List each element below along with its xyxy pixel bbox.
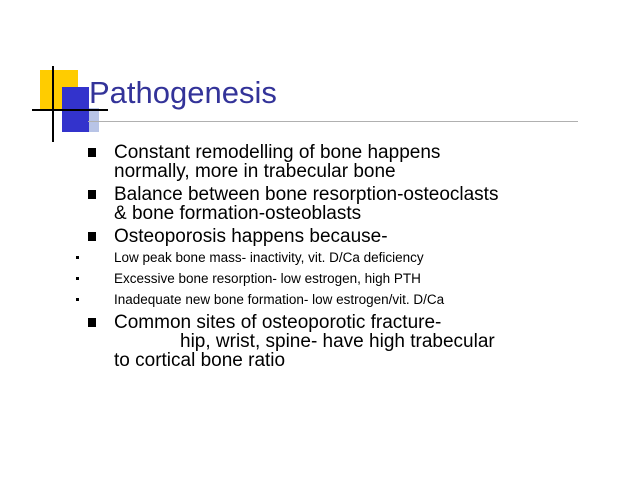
slide-title: Pathogenesis [89, 75, 277, 110]
square-bullet-icon [88, 190, 96, 199]
bullet-line: Common sites of osteoporotic fracture- [114, 312, 442, 333]
sub-bullet-inadequate-formation [86, 292, 626, 308]
bullet-list [86, 143, 626, 374]
square-bullet-icon [88, 318, 96, 327]
sub-bullet-line: Inadequate new bone formation- low estrogen/vit. D/Ca [114, 292, 445, 307]
decor-vertical-line [52, 66, 54, 142]
bullet-line: Osteoporosis happens because- [114, 226, 388, 247]
sub-bullet-excessive-resorption [86, 271, 626, 287]
square-bullet-icon [88, 148, 96, 157]
small-square-bullet-icon [76, 298, 79, 301]
square-bullet-icon [88, 232, 96, 241]
bullet-balance [86, 185, 626, 223]
bullet-line: to cortical bone ratio [114, 350, 286, 371]
title-underline [88, 121, 578, 122]
small-square-bullet-icon [76, 256, 79, 259]
bullet-line: Constant remodelling of bone happens [114, 142, 441, 163]
bullet-line: & bone formation-osteoblasts [114, 203, 362, 224]
bullet-osteoporosis-cause [86, 227, 626, 246]
sub-bullet-line: Low peak bone mass- inactivity, vit. D/Ca deficiency [114, 250, 424, 265]
small-square-bullet-icon [76, 277, 79, 280]
sub-bullet-low-peak-mass [86, 250, 626, 266]
bullet-line: normally, more in trabecular bone [114, 161, 396, 182]
sub-bullet-line: Excessive bone resorption- low estrogen, high PTH [114, 271, 421, 286]
bullet-line: Balance between bone resorption-osteoclasts [114, 184, 499, 205]
bullet-remodelling [86, 143, 626, 181]
bullet-fracture-sites [86, 313, 626, 370]
bullet-line: hip, wrist, spine- have high trabecular [180, 331, 495, 352]
